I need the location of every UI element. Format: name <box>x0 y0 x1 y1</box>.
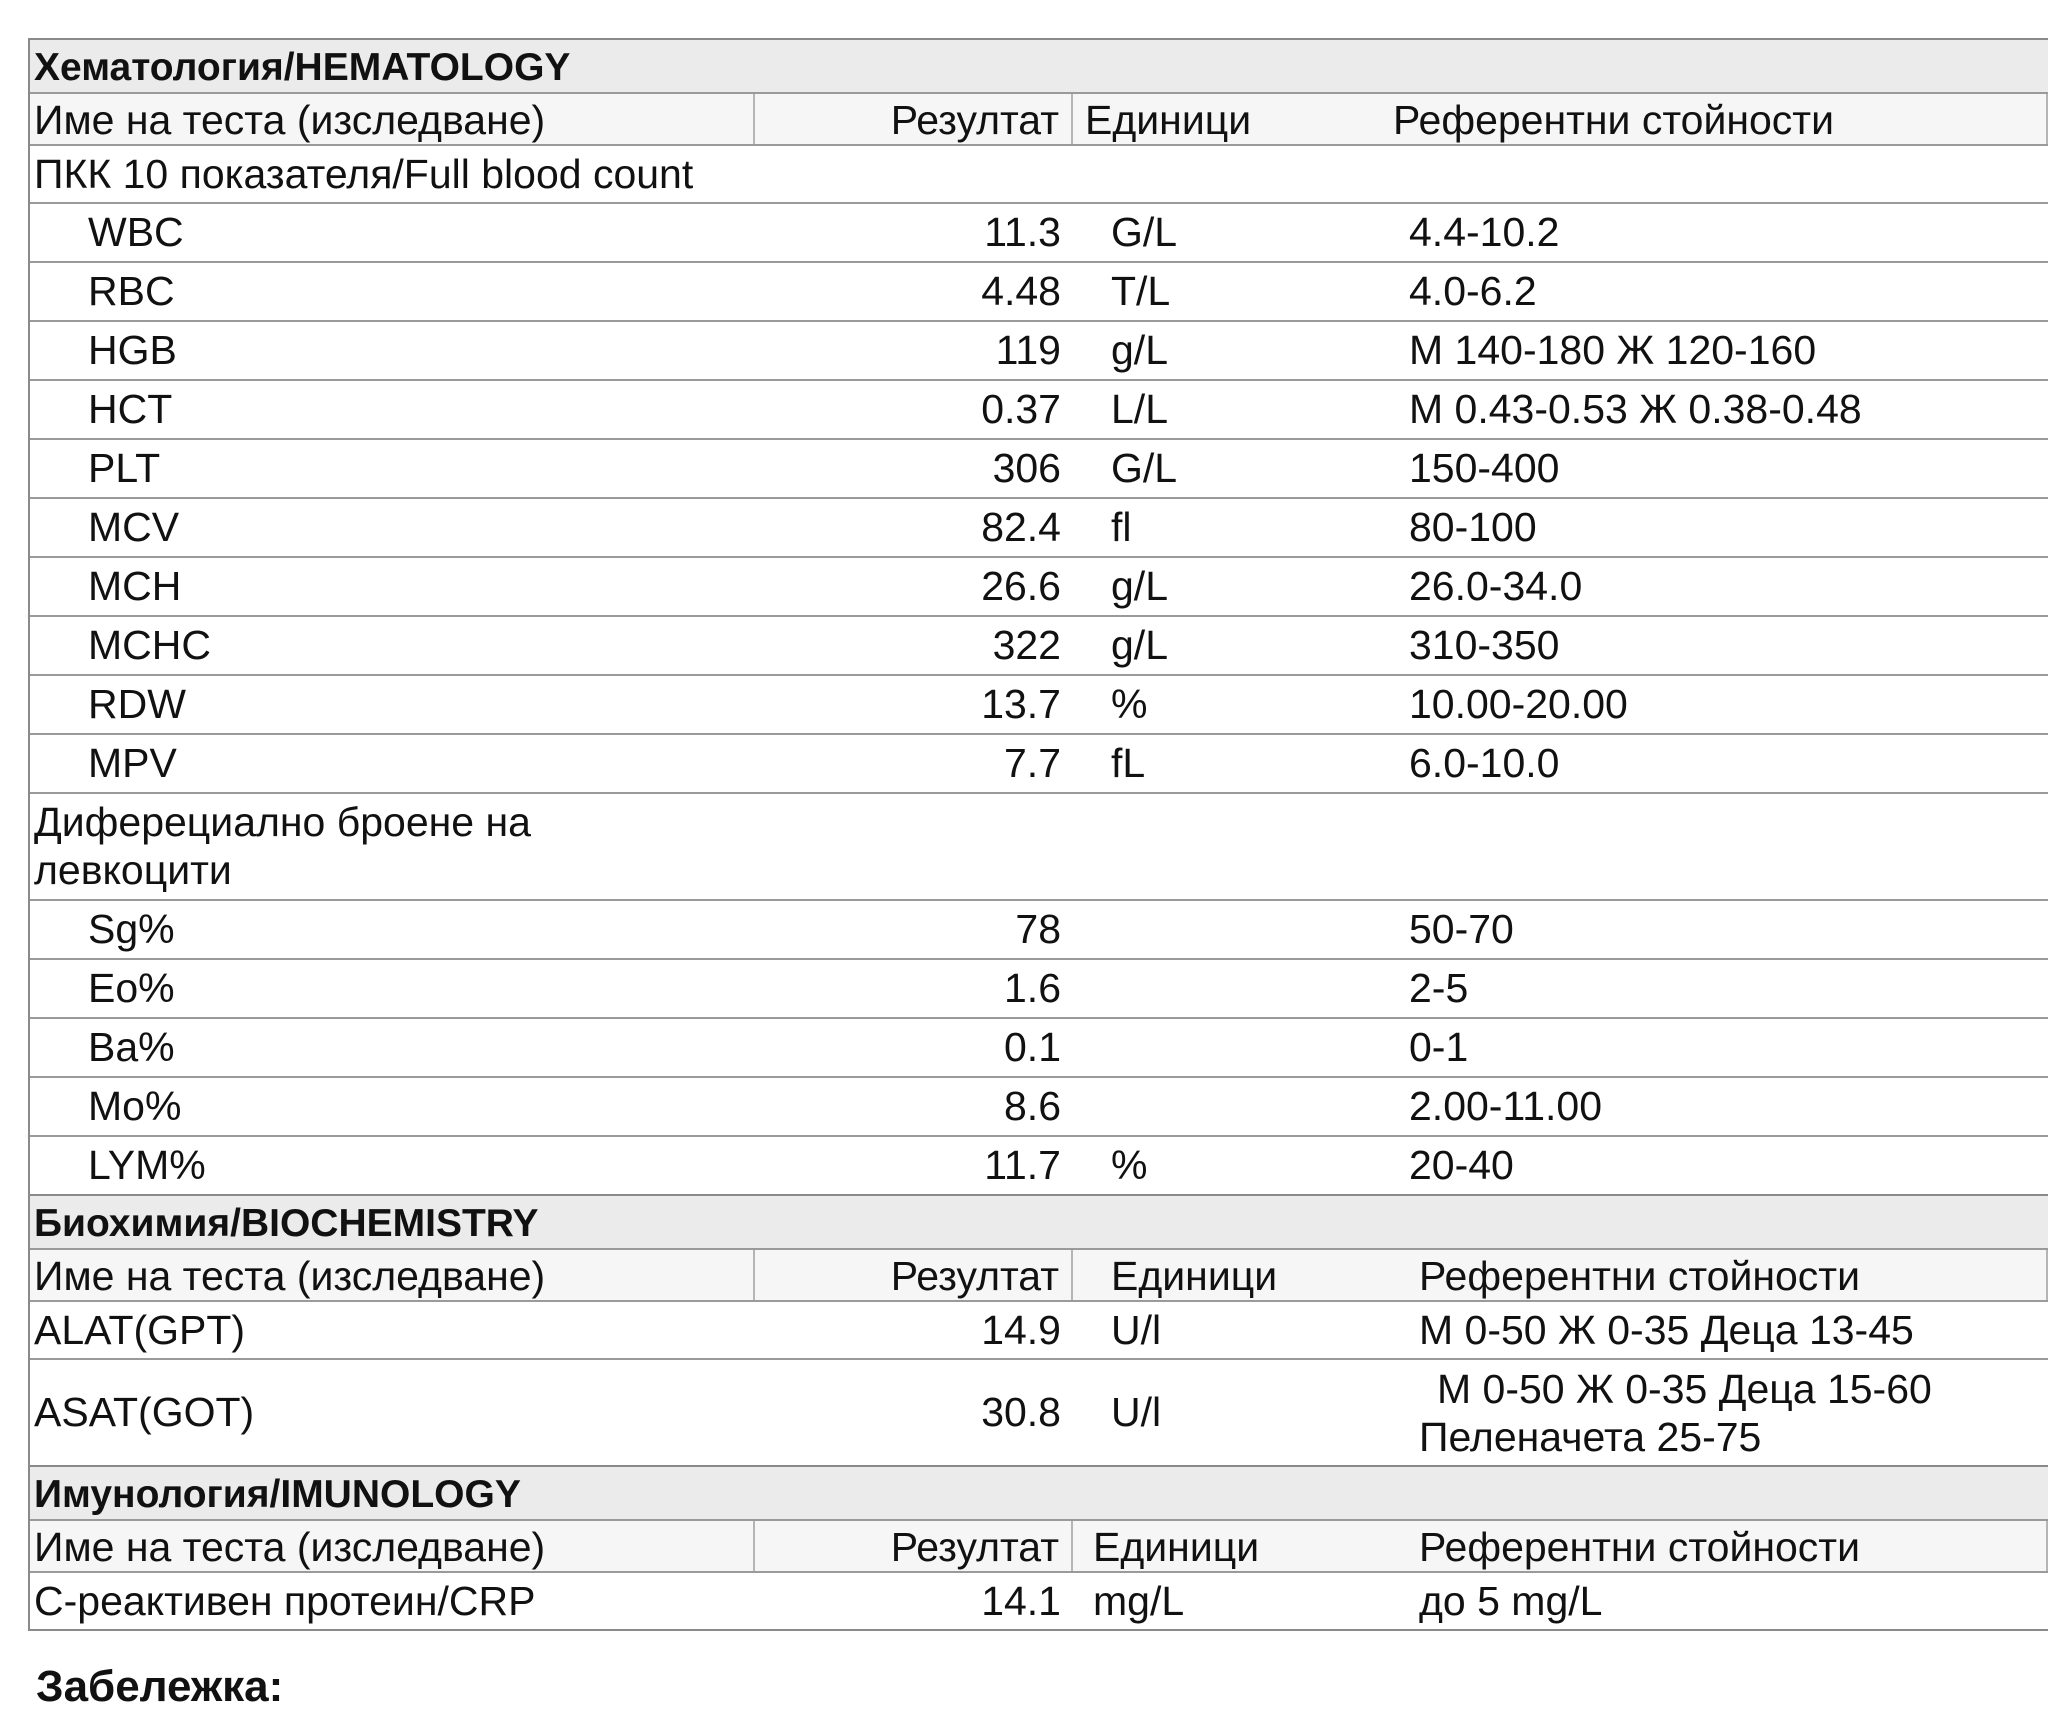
table-row <box>30 617 2048 676</box>
test-result: 322 <box>992 622 1061 668</box>
test-result: 8.6 <box>1004 1083 1061 1129</box>
test-name: MPV <box>88 740 177 786</box>
test-reference: 2-5 <box>1409 965 1469 1011</box>
test-result: 7.7 <box>1004 740 1061 786</box>
table-row <box>30 735 2048 794</box>
table-row <box>30 204 2048 263</box>
test-name: ASAT(GOT) <box>34 1389 255 1435</box>
test-reference: М 0-50 Ж 0-35 Деца 13-45 <box>1419 1306 1914 1353</box>
table-row <box>30 558 2048 617</box>
test-name: Eo% <box>88 965 175 1011</box>
column-header-row <box>30 1250 2048 1302</box>
test-unit: U/l <box>1111 1389 1162 1435</box>
table-row <box>30 1360 2048 1465</box>
immunology-section <box>28 1467 2048 1631</box>
test-unit: G/L <box>1111 445 1178 491</box>
test-result: 78 <box>1015 906 1061 952</box>
test-result: 306 <box>992 445 1061 491</box>
reference-line: Пеленачета 25-75 <box>1419 1413 1762 1460</box>
test-name: Mo% <box>88 1083 182 1129</box>
lab-results-sheet <box>28 38 2048 1631</box>
test-reference: 50-70 <box>1409 906 1514 952</box>
test-unit <box>1073 1019 1391 1076</box>
table-row <box>30 381 2048 440</box>
test-result: 4.48 <box>981 268 1061 314</box>
test-unit <box>1073 901 1391 958</box>
test-result: 0.37 <box>981 386 1061 432</box>
table-row <box>30 901 2048 960</box>
table-row <box>30 1078 2048 1137</box>
table-row <box>30 1302 2048 1360</box>
col-units-header: Единици <box>1111 1253 1278 1299</box>
test-unit: fl <box>1111 504 1132 550</box>
test-reference: 4.4-10.2 <box>1409 209 1560 255</box>
table-row <box>30 499 2048 558</box>
test-reference: 310-350 <box>1409 622 1560 668</box>
section-title: Имунология/IMUNOLOGY <box>30 1467 2048 1521</box>
group-row-cbc <box>30 146 2048 204</box>
hematology-section <box>28 38 2048 1196</box>
test-name: RBC <box>88 268 175 314</box>
test-name: ALAT(GPT) <box>34 1306 246 1353</box>
test-reference: 2.00-11.00 <box>1409 1083 1603 1129</box>
col-units-header: Единици <box>1085 97 1252 143</box>
col-result-header: Резултат <box>755 1250 1073 1300</box>
test-result: 0.1 <box>1004 1024 1061 1070</box>
test-result: 82.4 <box>981 504 1061 550</box>
column-header-row <box>30 94 2048 146</box>
test-name: RDW <box>88 681 186 727</box>
test-unit: G/L <box>1111 209 1178 255</box>
test-result: 14.9 <box>981 1306 1061 1353</box>
test-name: MCHC <box>88 622 211 668</box>
test-result: 11.7 <box>984 1142 1061 1188</box>
group-label: Диферециално броене на левкоцити <box>34 799 531 893</box>
test-reference: 150-400 <box>1409 445 1560 491</box>
test-reference: М 0.43-0.53 Ж 0.38-0.48 <box>1409 386 1862 432</box>
test-reference: 20-40 <box>1409 1142 1514 1188</box>
test-unit: % <box>1111 1142 1148 1188</box>
test-reference: 26.0-34.0 <box>1409 563 1583 609</box>
section-title: Биохимия/BIOCHEMISTRY <box>30 1196 2048 1250</box>
col-units-header: Единици <box>1093 1524 1260 1570</box>
table-row <box>30 1019 2048 1078</box>
biochemistry-section <box>28 1196 2048 1467</box>
table-row <box>30 263 2048 322</box>
test-name: MCV <box>88 504 180 550</box>
col-result-header: Резултат <box>755 94 1073 144</box>
group-row-differential <box>30 794 2048 901</box>
test-reference <box>1391 1360 2048 1465</box>
test-reference: М 140-180 Ж 120-160 <box>1409 327 1817 373</box>
test-unit <box>1073 960 1391 1017</box>
col-reference-header: Референтни стойности <box>1391 1250 2048 1300</box>
col-reference-header: Референтни стойности <box>1391 1521 2048 1571</box>
test-result: 11.3 <box>984 209 1061 255</box>
test-unit: fL <box>1111 740 1146 786</box>
notes-label: Забележка: <box>36 1662 284 1711</box>
test-unit: g/L <box>1111 327 1168 373</box>
test-name: Ba% <box>88 1024 175 1070</box>
test-result: 13.7 <box>981 681 1061 727</box>
table-row <box>30 1573 2048 1629</box>
col-name-header: Име на теста (изследване) <box>30 94 755 144</box>
test-result: 26.6 <box>981 563 1061 609</box>
test-result: 1.6 <box>1004 965 1061 1011</box>
test-name: С-реактивен протеин/CRP <box>34 1577 536 1624</box>
table-row <box>30 676 2048 735</box>
reference-line: М 0-50 Ж 0-35 Деца 15-60 <box>1437 1365 1932 1412</box>
test-unit: T/L <box>1111 268 1171 314</box>
col-name-header: Име на теста (изследване) <box>30 1250 755 1300</box>
table-row <box>30 440 2048 499</box>
test-result: 14.1 <box>981 1577 1061 1624</box>
test-name: LYM% <box>88 1142 206 1188</box>
test-name: HCT <box>88 386 173 432</box>
test-name: Sg% <box>88 906 175 952</box>
test-unit <box>1073 1078 1391 1135</box>
test-unit: g/L <box>1111 563 1168 609</box>
test-unit: L/L <box>1111 386 1168 432</box>
column-header-row <box>30 1521 2048 1573</box>
test-name: MCH <box>88 563 182 609</box>
test-unit: % <box>1111 681 1148 727</box>
table-row <box>30 322 2048 381</box>
test-name: HGB <box>88 327 177 373</box>
test-unit: mg/L <box>1093 1577 1185 1624</box>
test-reference: до 5 mg/L <box>1419 1577 1603 1624</box>
table-row <box>30 1137 2048 1194</box>
test-name: PLT <box>88 445 161 491</box>
test-reference: 6.0-10.0 <box>1409 740 1560 786</box>
test-unit: g/L <box>1111 622 1168 668</box>
test-result: 30.8 <box>981 1389 1061 1435</box>
test-reference: 0-1 <box>1409 1024 1469 1070</box>
col-reference-header: Референтни стойности <box>1391 94 2048 144</box>
table-row <box>30 960 2048 1019</box>
test-reference: 10.00-20.00 <box>1409 681 1628 727</box>
section-title: Хематология/HEMATOLOGY <box>30 40 2048 94</box>
col-result-header: Резултат <box>755 1521 1073 1571</box>
test-unit: U/l <box>1111 1306 1162 1353</box>
test-result: 119 <box>995 327 1061 373</box>
col-name-header: Име на теста (изследване) <box>30 1521 755 1571</box>
group-label: ПКК 10 показателя/Full blood count <box>34 150 694 197</box>
test-reference: 80-100 <box>1409 504 1537 550</box>
test-reference: 4.0-6.2 <box>1409 268 1537 314</box>
test-name: WBC <box>88 209 184 255</box>
